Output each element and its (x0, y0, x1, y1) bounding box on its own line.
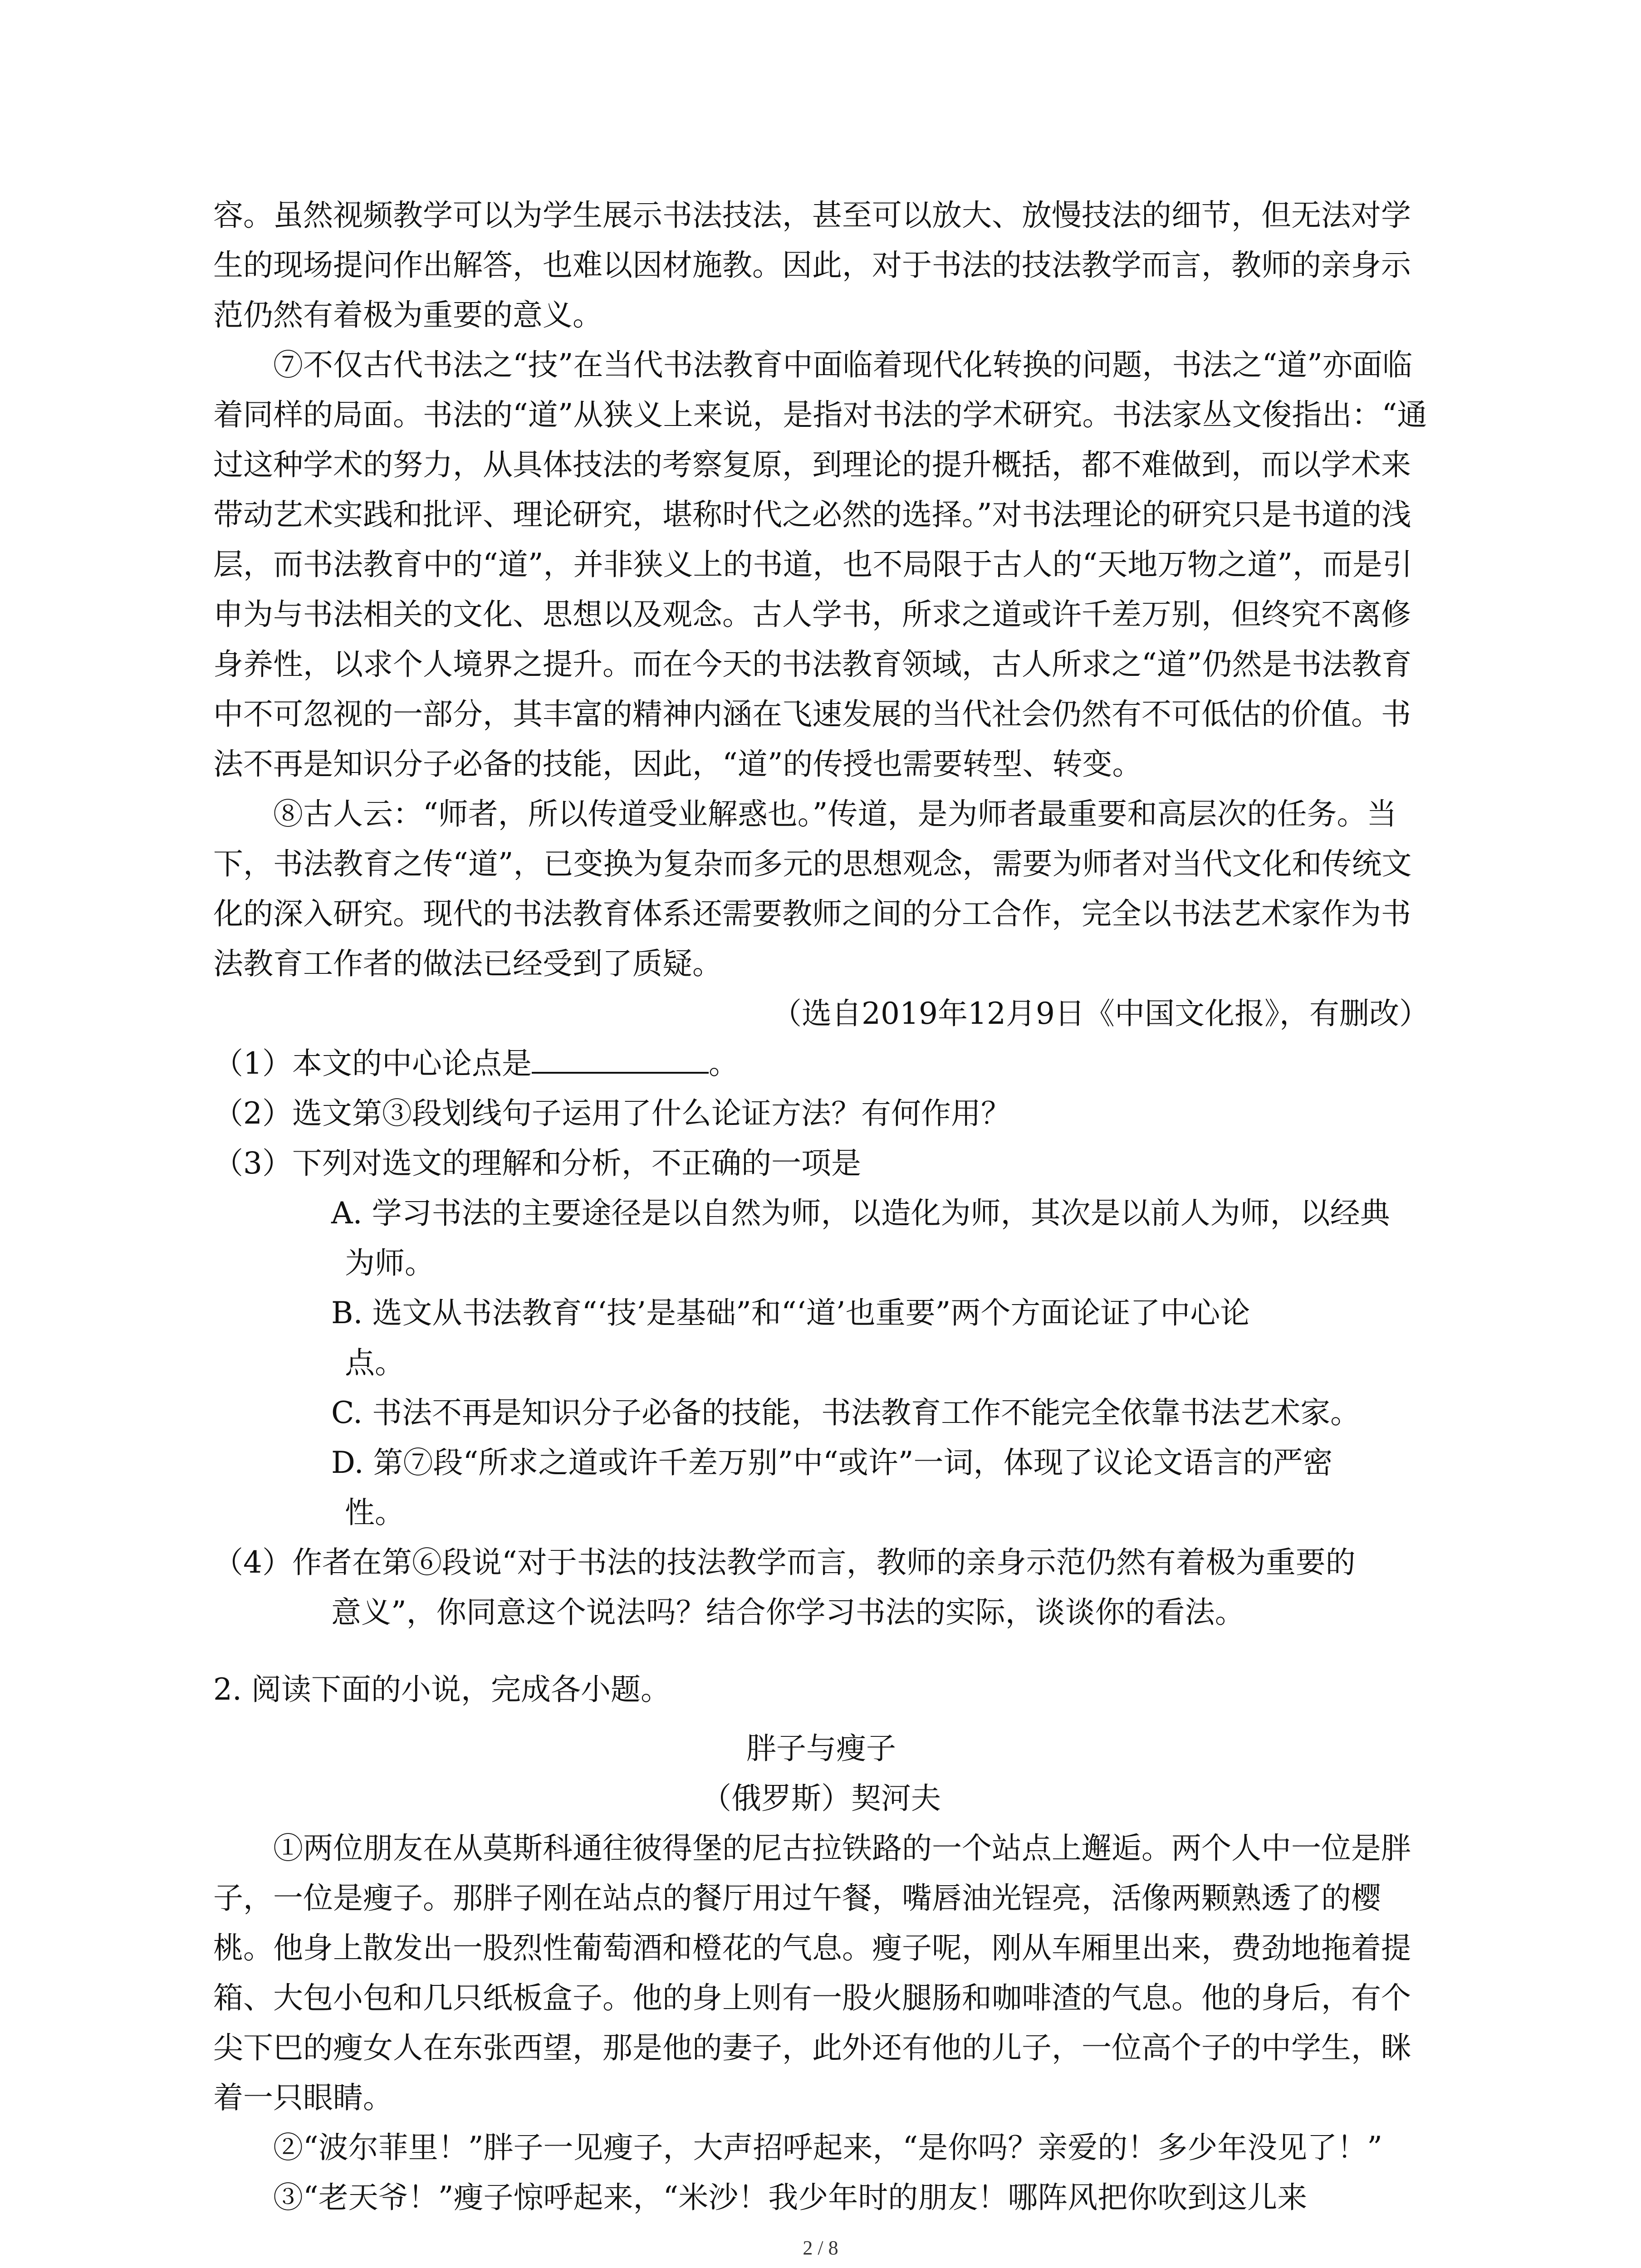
option-d: D. 第⑦段“所求之道或许千差万别”中“或许”一词，体现了议论文语言的严密 (331, 1445, 1333, 1480)
paragraph-8: ⑧古人云：“师者，所以传道受业解惑也。”传道，是为师者最重要和高层次的任务。当下，书法教育之传“道”，已变换为复杂而多元的思想观念，需要为师者对当代文化和传统文化的深入研究。现代的书法教育体系还需要教师之间的分工合作，完全以书法艺术家作为书法教育工作者的做法已经受到了质疑。 (213, 797, 1412, 981)
source-citation: （选自2019年12月9日《中国文化报》，有删改） (772, 996, 1429, 1031)
question-1: （1）本文的中心论点是 。 (213, 1046, 739, 1081)
question-2: （2）选文第③段划线句子运用了什么论证方法？有何作用？ (213, 1096, 1011, 1131)
story-author: （俄罗斯）契河夫 (701, 1781, 941, 1816)
document-body (213, 191, 1429, 2223)
option-c: C. 书法不再是知识分子必备的技能，书法教育工作不能完全依靠书法艺术家。 (331, 1395, 1361, 1430)
option-b: B. 选文从书法教育“‘技’是基础”和“‘道’也重要”两个方面论证了中心论 (331, 1295, 1250, 1330)
option-a: A. 学习书法的主要途径是以自然为师，以造化为师，其次是以前人为师，以经典 (331, 1196, 1390, 1231)
section-2-heading: 2. 阅读下面的小说，完成各小题。 (213, 1672, 671, 1707)
question-4: （4）作者在第⑥段说“对于书法的技法教学而言，教师的亲身示范仍然有着极为重要的 (213, 1545, 1356, 1580)
question-list (213, 1039, 1429, 1637)
story-paragraph-2: ②“波尔菲里！”胖子一见瘦子，大声招呼起来，“是你吗？亲爱的！多少年没见了！” (273, 2130, 1382, 2165)
story-paragraph-3: ③“老天爷！”瘦子惊呼起来，“米沙！我少年时的朋友！哪阵风把你吹到这儿来 (273, 2180, 1308, 2215)
option-a-continued: 为师。 (345, 1246, 435, 1281)
story-paragraph-1: ①两位朋友在从莫斯科通往彼得堡的尼古拉铁路的一个站点上邂逅。两个人中一位是胖子，一位是瘦子。那胖子刚在站点的餐厅用过午餐，嘴唇油光锃亮，活像两颗熟透了的樱桃。他身上散发出一股烈性葡萄酒和橙花的气息。瘦子呢，刚从车厢里出来，费劲地拖着提箱、大包小包和几只纸板盒子。他的身上则有一股火腿肠和咖啡渣的气息。他的身后，有个尖下巴的瘦女人在东张西望，那是他的妻子，此外还有他的儿子，一位高个子的中学生，眯着一只眼睛。 (213, 1831, 1411, 2115)
question-3: （3）下列对选文的理解和分析，不正确的一项是 (213, 1146, 861, 1181)
option-d-continued: 性。 (345, 1495, 405, 1530)
question-4-continued: 意义”，你同意这个说法吗？结合你学习书法的实际，谈谈你的看法。 (331, 1595, 1245, 1630)
paragraph-7: ⑦不仅古代书法之“技”在当代书法教育中面临着现代化转换的问题，书法之“道”亦面临着同样的局面。书法的“道”从狭义上来说，是指对书法的学术研究。书法家丛文俊指出：“通过这种学术的努力，从具体技法的考察复原，到理论的提升概括，都不难做到，而以学术来带动艺术实践和批评、理论研究，堪称时代之必然的选择。”对书法理论的研究只是书道的浅层，而书法教育中的“道”，并非狭义上的书道，也不局限于古人的“天地万物之道”，而是引申为与书法相关的文化、思想以及观念。古人学书，所求之道或许千差万别，但终究不离修身养性，以求个人境界之提升。而在今天的书法教育领域，古人所求之“道”仍然是书法教育中不可忽视的一部分，其丰富的精神内涵在飞速发展的当代社会仍然有不可低估的价值。书法不再是知识分子必备的技能，因此，“道”的传授也需要转型、转变。 (213, 347, 1427, 782)
answer-blank[interactable] (532, 1070, 709, 1074)
page-number: 2 / 8 (803, 2237, 838, 2259)
paragraph-6-continued: 容。虽然视频教学可以为学生展示书法技法，甚至可以放大、放慢技法的细节，但无法对学生的现场提问作出解答，也难以因材施教。因此，对于书法的技法教学而言，教师的亲身示范仍然有着极为重要的意义。 (213, 198, 1411, 332)
story-title: 胖子与瘦子 (746, 1731, 896, 1766)
option-b-continued: 点。 (345, 1345, 405, 1380)
